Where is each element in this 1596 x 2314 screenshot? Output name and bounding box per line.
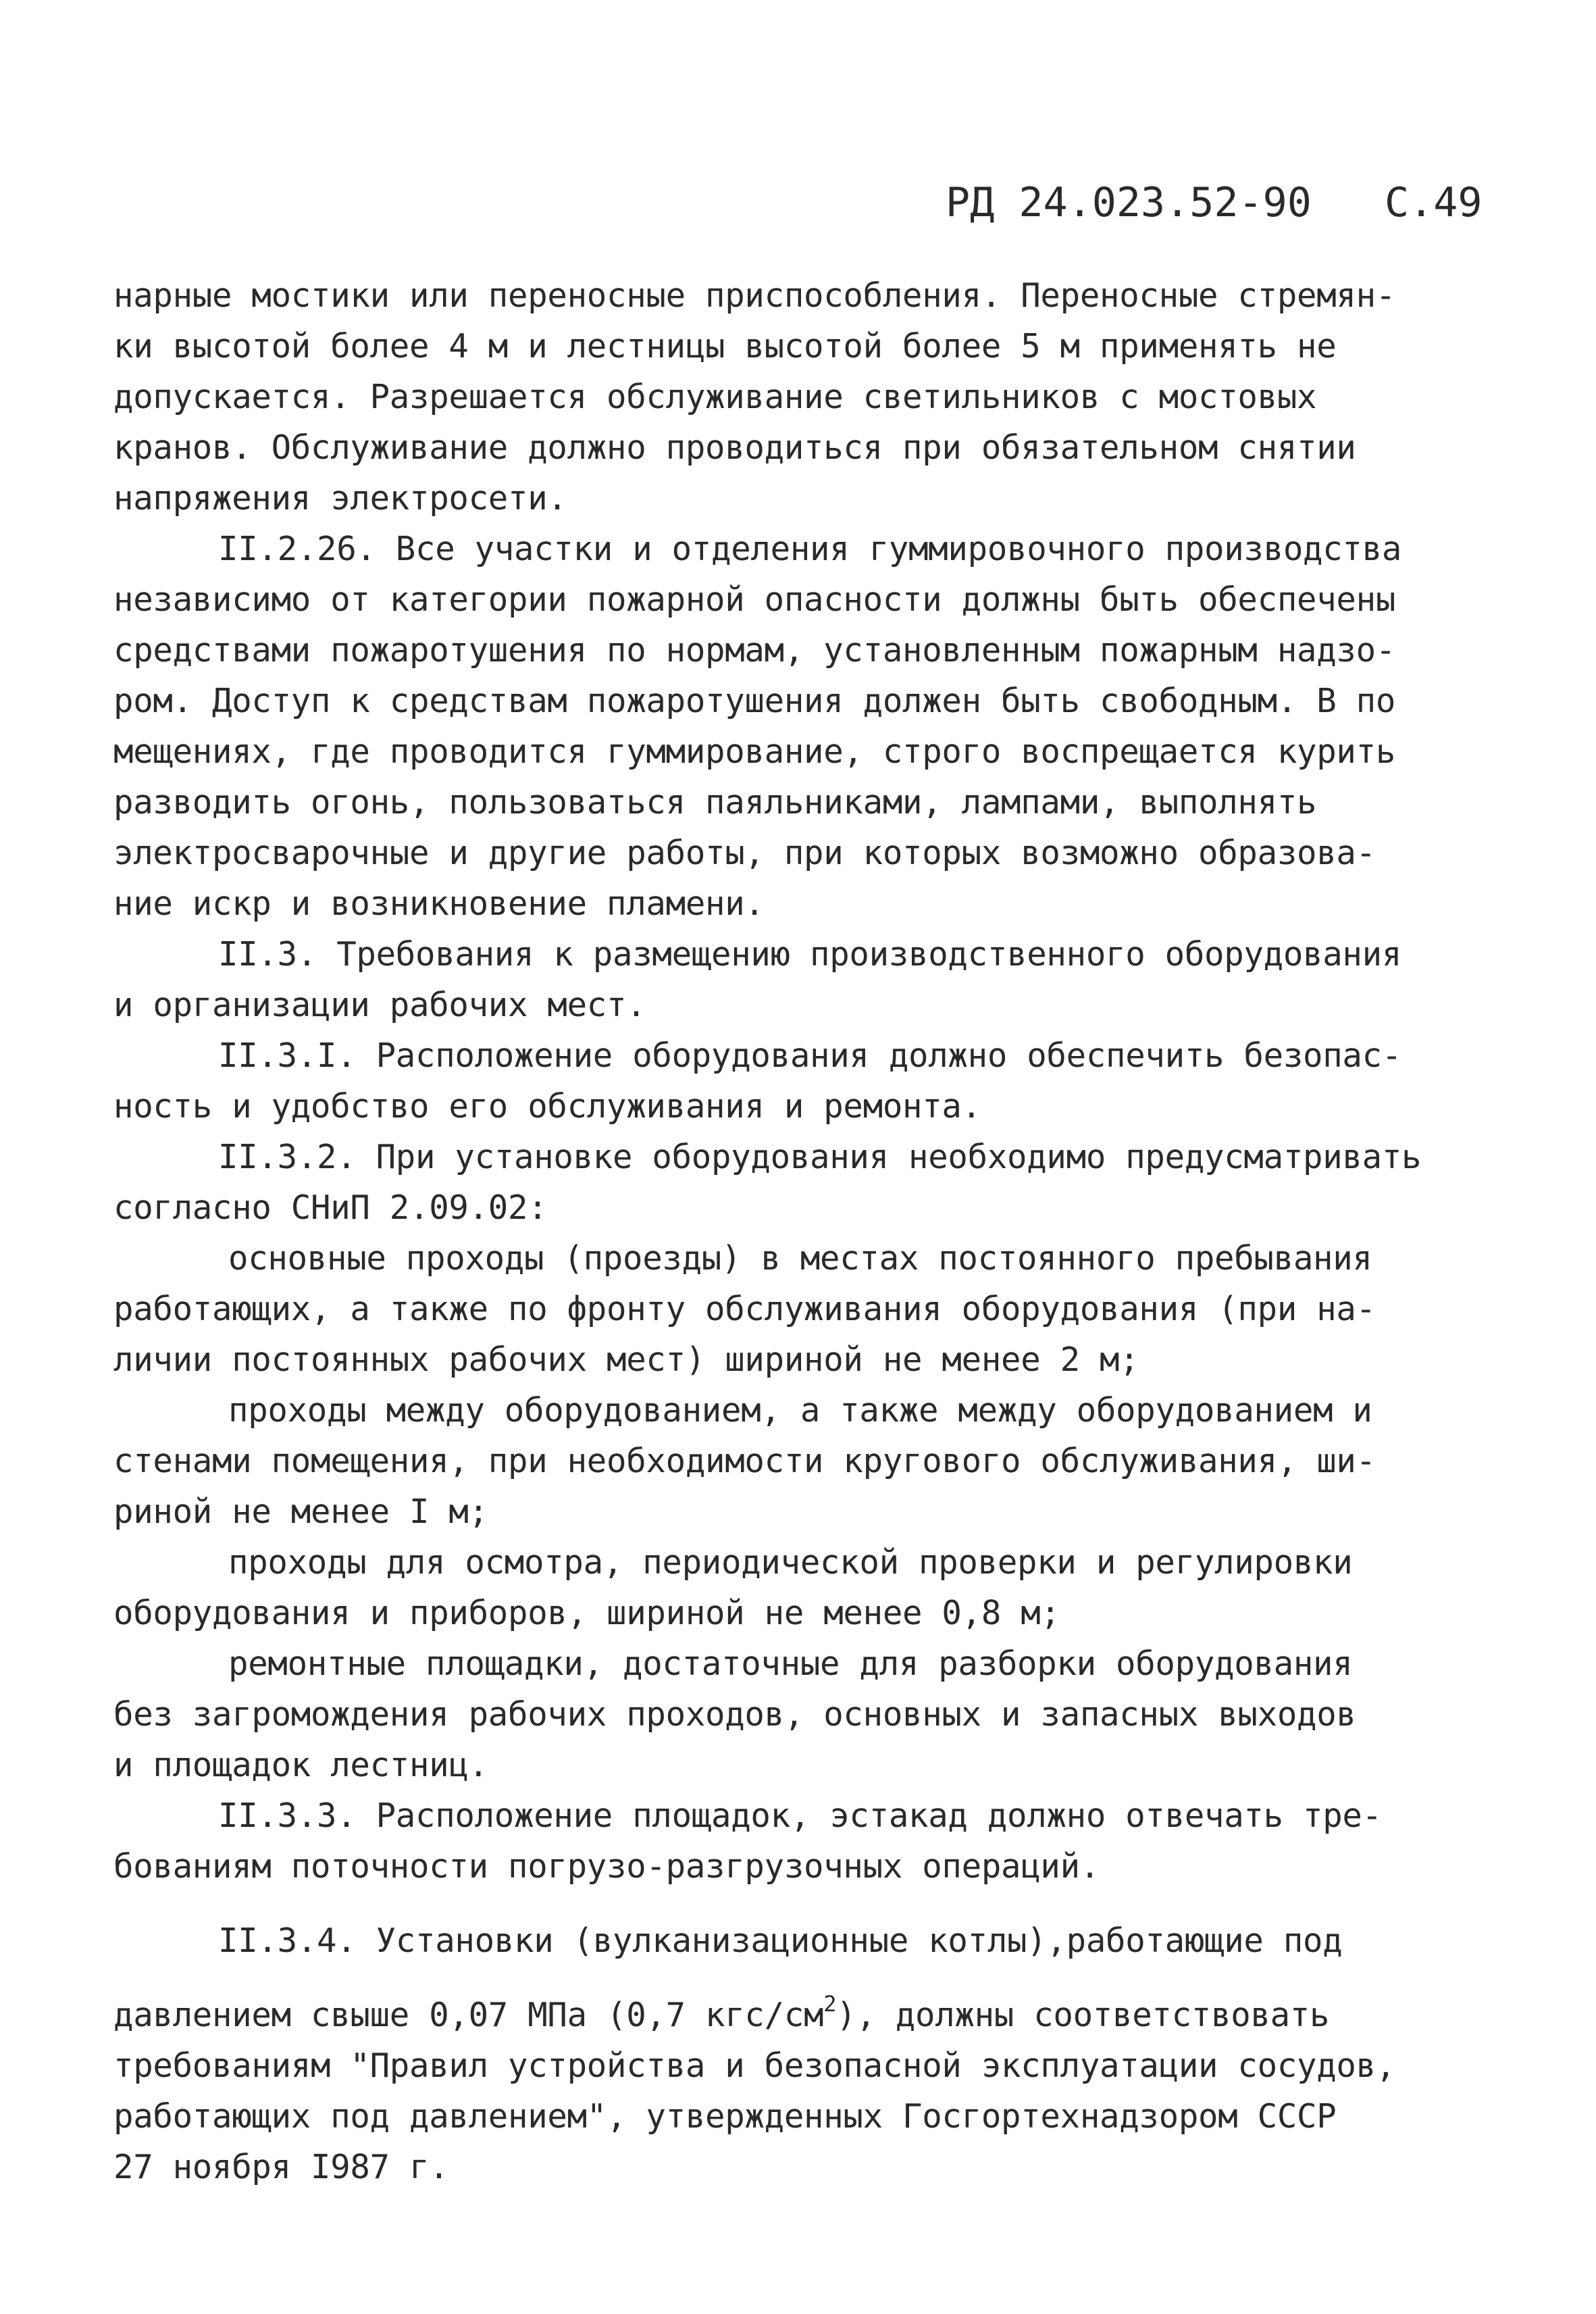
text-line: работающих под давлением", утвержденных Госгортехнадзором СССР xyxy=(113,2097,1337,2136)
text-line: ние искр и возникновение пламени. xyxy=(113,884,765,923)
text-line: средствами пожаротушения по нормам, установленным пожарным надзо- xyxy=(113,631,1396,670)
text-line: требованиям "Правил устройства и безопасной эксплуатации сосудов, xyxy=(113,2046,1396,2085)
list-item-start: проходы для осмотра, периодической проверки и регулировки xyxy=(228,1543,1353,1582)
text-line: оборудования и приборов, шириной не менее 0,8 м; xyxy=(113,1594,1060,1632)
text-line: разводить огонь, пользоваться паяльниками, лампами, выполнять xyxy=(113,783,1317,822)
document-code: РД 24.023.52-90 xyxy=(946,179,1312,226)
text-line: ром. Доступ к средствам пожаротушения должен быть свободным. В по xyxy=(113,682,1396,720)
paragraph-start: II.3.3. Расположение площадок, эстакад должно отвечать тре- xyxy=(218,1796,1382,1835)
page-header xyxy=(946,176,1553,230)
text-line: и организации рабочих мест. xyxy=(113,986,646,1024)
list-item-start: проходы между оборудованием, а также между оборудованием и xyxy=(228,1391,1372,1430)
text-line: риной не менее I м; xyxy=(113,1492,488,1531)
paragraph-start: II.3.4. Установки (вулканизационные котлы),работающие под xyxy=(218,1921,1343,1960)
paragraph-start: II.3.2. При установке оборудования необходимо предусматривать xyxy=(218,1138,1422,1176)
text-line: напряжения электросети. xyxy=(113,479,567,518)
text-line: мещениях, где проводится гуммирование, строго воспрещается курить xyxy=(113,732,1396,771)
text-line: ность и удобство его обслуживания и ремонта. xyxy=(113,1087,981,1126)
text-line: независимо от категории пожарной опасности должны быть обеспечены xyxy=(113,580,1396,619)
list-item-start: основные проходы (проезды) в местах постоянного пребывания xyxy=(228,1239,1372,1278)
text-line: личии постоянных рабочих мест) шириной не менее 2 м; xyxy=(113,1340,1139,1379)
text-line: нарные мостики или переносные приспособления. Переносные стремян- xyxy=(113,276,1396,315)
paragraph-start: II.3.I. Расположение оборудования должно обеспечить безопас- xyxy=(218,1036,1402,1075)
text-fragment: ), должны соответствовать xyxy=(836,1996,1330,2034)
text-line: без загромождения рабочих проходов, основных и запасных выходов xyxy=(113,1695,1356,1734)
page-number: С.49 xyxy=(1385,179,1483,226)
list-item-start: ремонтные площадки, достаточные для разборки оборудования xyxy=(228,1644,1353,1683)
text-line: ки высотой более 4 м и лестницы высотой более 5 м применять не xyxy=(113,327,1337,366)
text-line: работающих, а также по фронту обслуживания оборудования (при на- xyxy=(113,1290,1376,1328)
text-fragment: давлением свыше 0,07 МПа (0,7 кгс/см xyxy=(113,1996,824,2034)
section-heading: II.3. Требования к размещению производственного оборудования xyxy=(218,935,1402,974)
text-line: допускается. Разрешается обслуживание светильников с мостовых xyxy=(113,378,1317,416)
text-line: кранов. Обслуживание должно проводиться при обязательном снятии xyxy=(113,428,1356,467)
superscript: 2 xyxy=(823,1991,837,2017)
text-line: стенами помещения, при необходимости кругового обслуживания, ши- xyxy=(113,1442,1376,1480)
text-line: и площадок лестниц. xyxy=(113,1746,488,1784)
text-line-with-superscript xyxy=(113,1990,1498,2040)
text-line: электросварочные и другие работы, при которых возможно образова- xyxy=(113,834,1376,872)
text-line: бованиям поточности погрузо-разгрузочных операций. xyxy=(113,1847,1100,1886)
document-body xyxy=(113,270,1498,2192)
text-line: согласно СНиП 2.09.02: xyxy=(113,1188,548,1227)
text-line: 27 ноября I987 г. xyxy=(113,2148,449,2186)
paragraph-start: II.2.26. Все участки и отделения гуммировочного производства xyxy=(218,530,1402,568)
